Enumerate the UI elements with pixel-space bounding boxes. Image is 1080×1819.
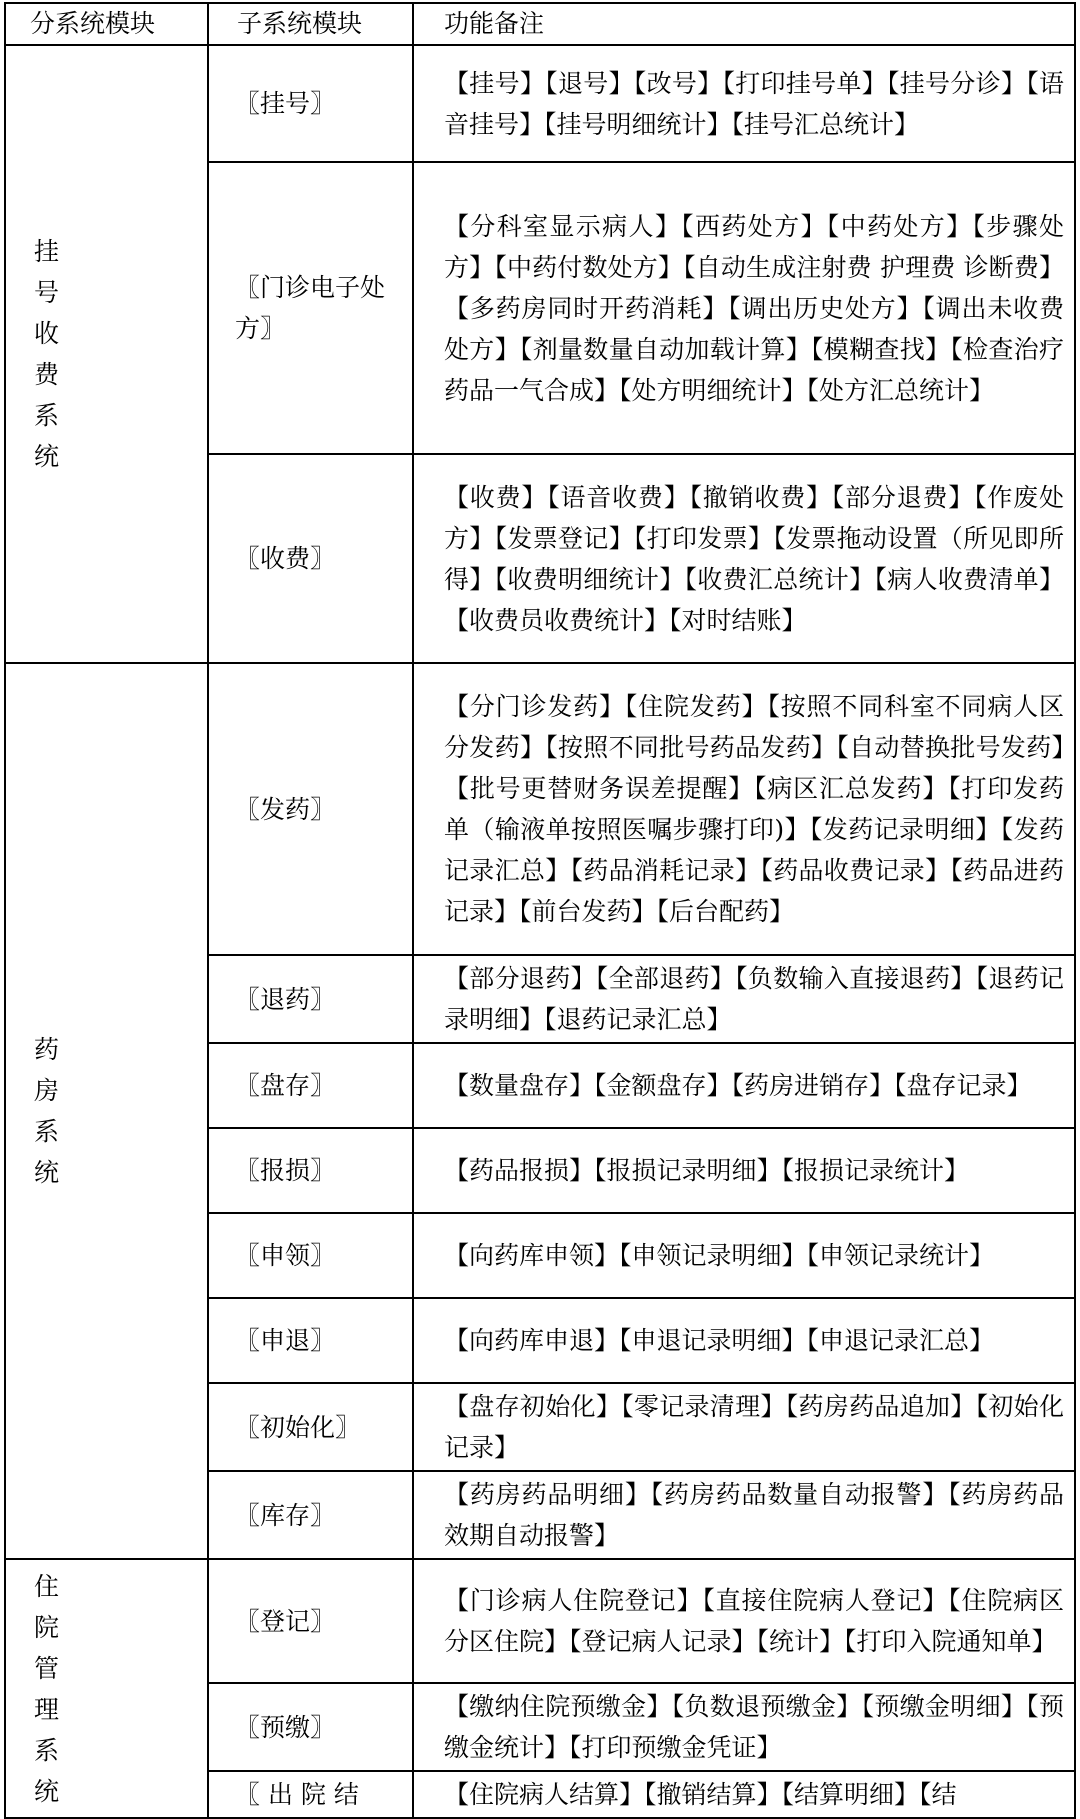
system-name: 住院管理系统 [34,1571,60,1806]
function-cell: 【药房药品明细】【药房药品数量自动报警】【药房药品效期自动报警】 [413,1471,1075,1559]
header-row [5,3,1075,45]
function-cell: 【药品报损】【报损记录明细】【报损记录统计】 [413,1128,1075,1213]
system-name: 挂号收费系统 [34,237,60,471]
function-spec-table [4,2,1076,1819]
subsystem-cell: 〖预缴〗 [208,1683,413,1771]
system-name: 药房系统 [34,1035,60,1187]
subsystem-cell: 〖门诊电子处方〗 [208,162,413,454]
subsystem-cell: 〖挂号〗 [208,45,413,162]
subsystem-cell: 〖盘存〗 [208,1043,413,1128]
header-function: 功能备注 [413,3,1075,45]
header-subsystem: 子系统模块 [208,3,413,45]
function-cell: 【数量盘存】【金额盘存】【药房进销存】【盘存记录】 [413,1043,1075,1128]
function-cell: 【门诊病人住院登记】【直接住院病人登记】【住院病区分区住院】【登记病人记录】【统计】【打印入院通知单】 [413,1559,1075,1683]
system-cell [5,663,208,1559]
table-row [5,663,1075,955]
subsystem-cell: 〖报损〗 [208,1128,413,1213]
header-system: 分系统模块 [5,3,208,45]
function-cell: 【收费】【语音收费】【撤销收费】【部分退费】【作废处方】【发票登记】【打印发票】【发票拖动设置（所见即所得】【收费明细统计】【收费汇总统计】【病人收费清单】【收费员收费统计】【对时结账】 [413,454,1075,663]
table-row [5,45,1075,162]
function-cell: 【缴纳住院预缴金】【负数退预缴金】【预缴金明细】【预缴金统计】【打印预缴金凭证】 [413,1683,1075,1771]
subsystem-cell: 〖库存〗 [208,1471,413,1559]
system-cell [5,45,208,663]
system-cell [5,1559,208,1818]
table-row [5,1559,1075,1683]
function-cell: 【向药库申领】【申领记录明细】【申领记录统计】 [413,1213,1075,1298]
function-cell: 【分科室显示病人】【西药处方】【中药处方】【步骤处方】【中药付数处方】【自动生成注射费 护理费 诊断费】【多药房同时开药消耗】【调出历史处方】【调出未收费处方】【剂量数量自动加载计算】【模糊查找】【检查治疗药品一气合成】【处方明细统计】【处方汇总统计】 [413,162,1075,454]
subsystem-cell: 〖退药〗 [208,955,413,1043]
function-cell: 【挂号】【退号】【改号】【打印挂号单】【挂号分诊】【语音挂号】【挂号明细统计】【挂号汇总统计】 [413,45,1075,162]
subsystem-cell: 〖申领〗 [208,1213,413,1298]
function-cell: 【部分退药】【全部退药】【负数输入直接退药】【退药记录明细】【退药记录汇总】 [413,955,1075,1043]
function-cell: 【分门诊发药】【住院发药】【按照不同科室不同病人区分发药】【按照不同批号药品发药】【自动替换批号发药】【批号更替财务误差提醒】【病区汇总发药】【打印发药单（输液单按照医嘱步骤打印)】【发药记录明细】【发药记录汇总】【药品消耗记录】【药品收费记录】【药品进药记录】【前台发药】【后台配药】 [413,663,1075,955]
function-cell: 【向药库申退】【申退记录明细】【申退记录汇总】 [413,1298,1075,1383]
subsystem-cell: 〖申退〗 [208,1298,413,1383]
function-cell: 【盘存初始化】【零记录清理】【药房药品追加】【初始化记录】 [413,1383,1075,1471]
subsystem-cell: 〖收费〗 [208,454,413,663]
subsystem-cell: 〖登记〗 [208,1559,413,1683]
subsystem-cell: 〖发药〗 [208,663,413,955]
subsystem-cell: 〖初始化〗 [208,1383,413,1471]
subsystem-cell: 〖 出 院 结 [208,1771,413,1818]
function-cell: 【住院病人结算】【撤销结算】【结算明细】【结 [413,1771,1075,1818]
